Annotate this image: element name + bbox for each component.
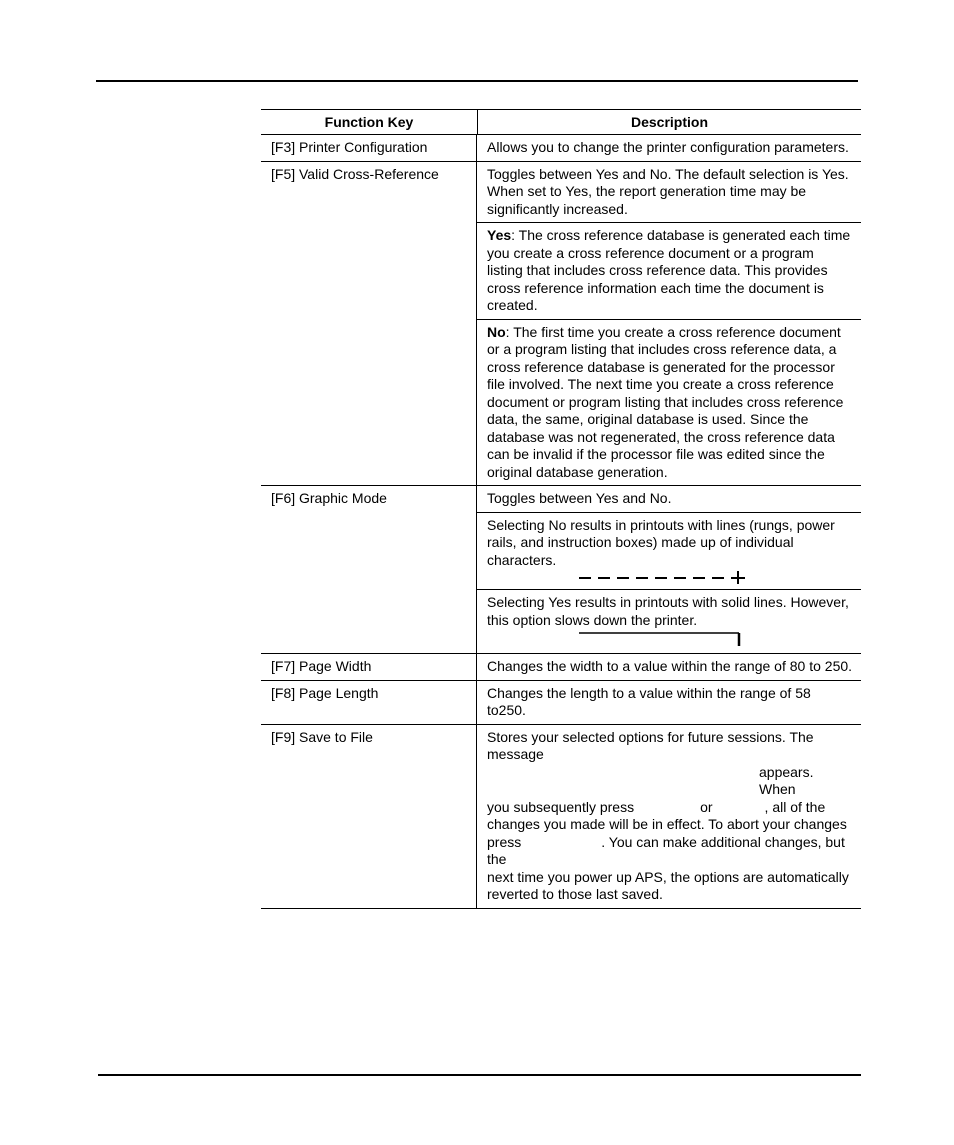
table-row — [261, 486, 861, 654]
graphic-yes-text: Selecting Yes results in printouts with solid lines. However, this option slows down the printer. — [487, 594, 849, 628]
solid-line-sample-icon — [487, 629, 847, 649]
save-line-5 — [487, 834, 853, 869]
table-header — [261, 109, 861, 135]
table-row — [261, 135, 861, 162]
description-text: Changes the length to a value within the range of 58 to250. — [487, 684, 811, 718]
save-line-5b: . You can make additional changes, but the — [487, 833, 845, 867]
save-line-4: changes you made will be in effect. To abort your changes — [487, 816, 847, 832]
description-cell — [477, 654, 861, 680]
graphic-no-text: Selecting No results in printouts with lines (rungs, power rails, and instruction boxes) made up of individual characters. — [487, 516, 835, 568]
footer-rule — [98, 1074, 861, 1076]
description-cell — [477, 486, 861, 653]
save-line-7: reverted to those last saved. — [487, 886, 663, 902]
save-line-6: next time you power up APS, the options are automatically — [487, 868, 849, 885]
description-cell — [477, 725, 861, 908]
table-row — [261, 162, 861, 487]
header-description: Description — [630, 114, 708, 130]
function-key-cell: [F5] Valid Cross-Reference — [261, 162, 477, 486]
save-line-1: Stores your selected options for future sessions. The message — [487, 728, 814, 762]
save-line-3c: , all of the — [764, 798, 826, 815]
save-line-3b: or — [700, 798, 713, 815]
table-row — [261, 681, 861, 725]
description-no — [477, 319, 861, 486]
header-rule — [96, 80, 858, 82]
save-line-3a: you subsequently press — [487, 798, 635, 815]
save-line-2: appears. When — [759, 763, 814, 797]
save-line-5a: press — [487, 833, 522, 850]
header-function-key: Function Key — [261, 110, 478, 134]
description-text: Toggles between Yes and No. The default selection is Yes. When set to Yes, the report generation time may be significantly increased. — [487, 165, 849, 217]
description-text: Changes the width to a value within the range of 80 to 250. — [487, 658, 853, 674]
table-row — [261, 654, 861, 681]
function-key-table — [261, 109, 861, 909]
description-graphic-no — [477, 512, 861, 590]
description-text: Toggles between Yes and No. — [487, 490, 672, 506]
description-cell — [477, 135, 861, 161]
function-key-cell: [F3] Printer Configuration — [261, 135, 477, 161]
description-text: Allows you to change the printer configuration parameters. — [487, 139, 849, 155]
description-save-to-file — [477, 725, 861, 908]
description-graphic-yes — [477, 589, 861, 653]
function-key-cell: [F9] Save to File — [261, 725, 477, 908]
description-cell — [477, 162, 861, 486]
description-yes — [477, 222, 861, 319]
yes-text: : The cross reference database is generated each time you create a cross reference document or a program listing that includes cross reference data. This provides cross reference information each time the document is created. — [487, 227, 851, 313]
character-line-sample-icon — [487, 569, 847, 585]
table-row — [261, 725, 861, 909]
save-line-3 — [487, 799, 853, 817]
function-key-cell: [F8] Page Length — [261, 681, 477, 724]
function-key-cell: [F7] Page Width — [261, 654, 477, 680]
yes-term: Yes — [487, 227, 512, 243]
no-text: : The first time you create a cross reference document or a program listing that includes cross reference data, a cross reference database is generated for the processor file involved. The next time you create a cross reference document or program listing that includes cross reference data, the same, original database is used. Since the database was not regenerated, the cross reference data can be invalid if the processor file was edited since the original database generation. — [487, 323, 844, 480]
function-key-cell: [F6] Graphic Mode — [261, 486, 477, 653]
no-term: No — [487, 323, 506, 340]
description-cell — [477, 681, 861, 724]
